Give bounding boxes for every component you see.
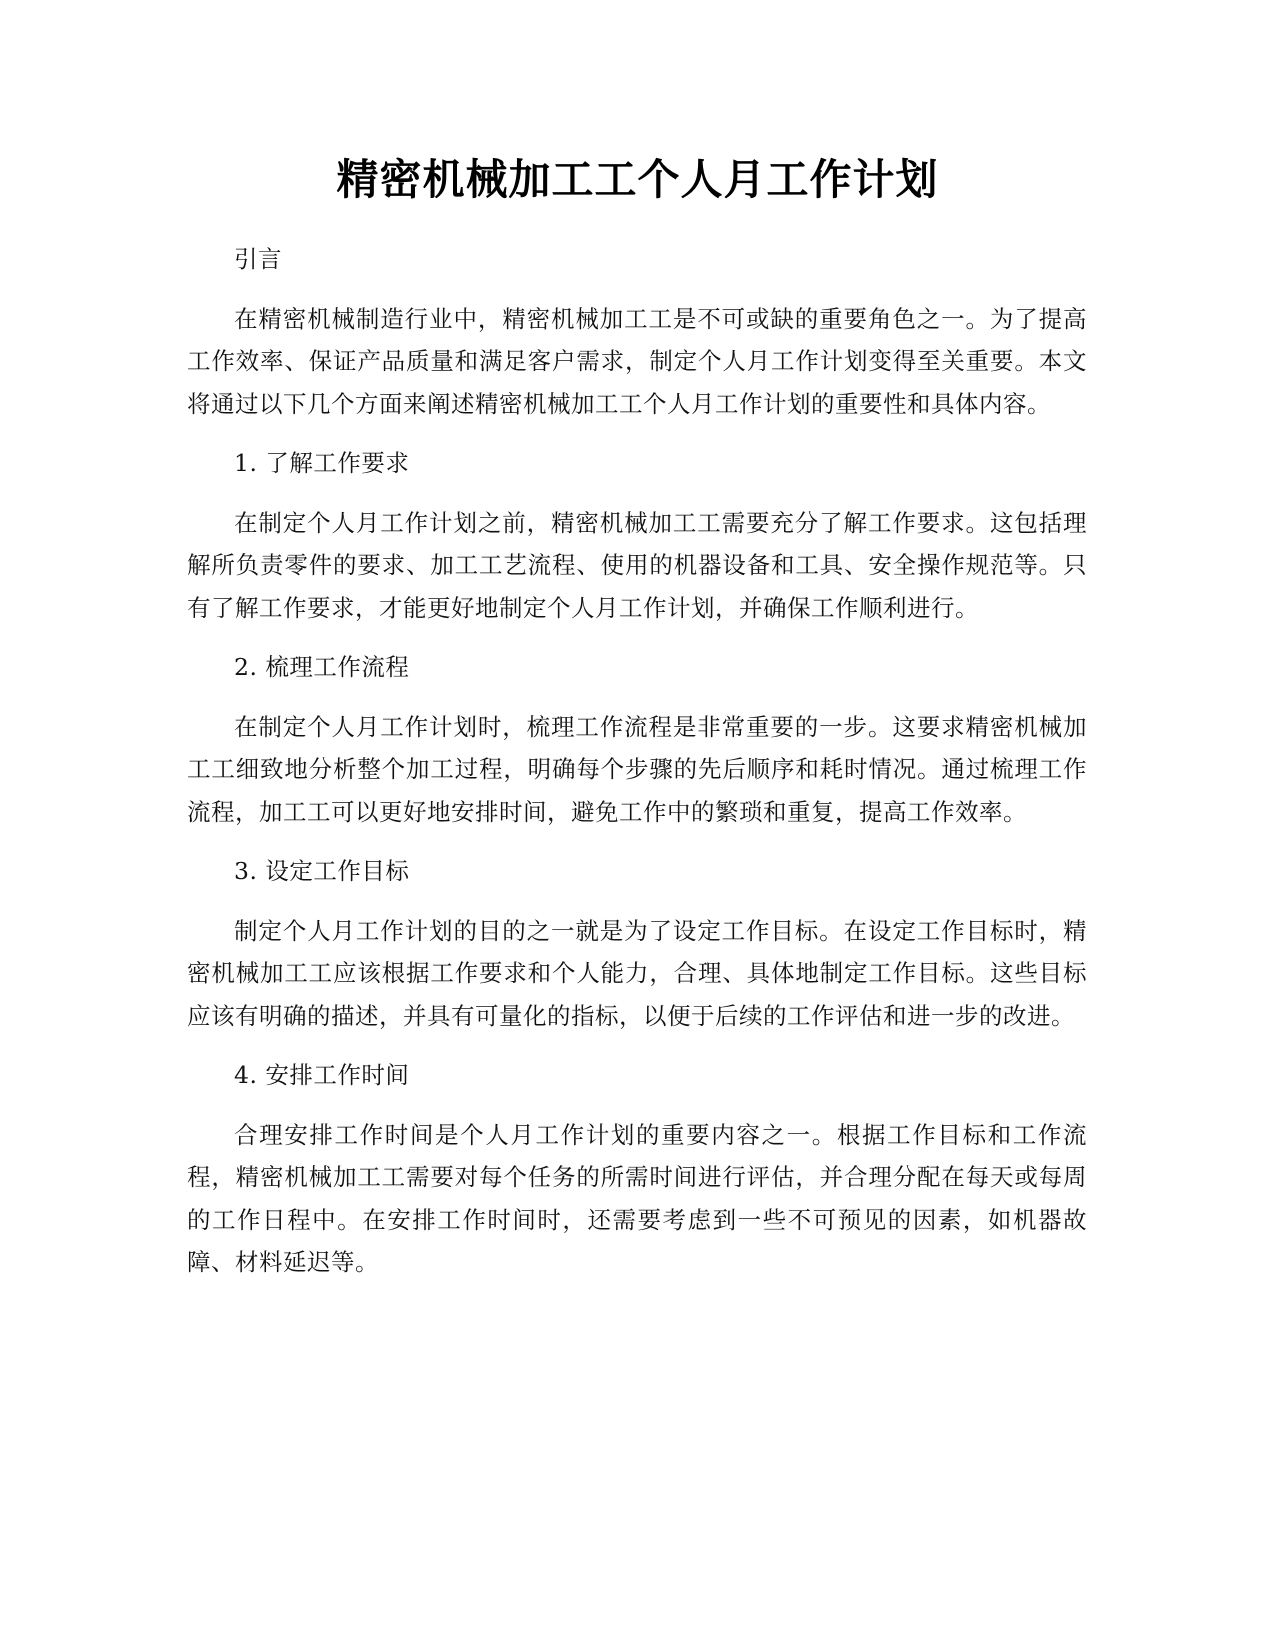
- section-heading-4: 4. 安排工作时间: [234, 1061, 410, 1089]
- section-paragraph-2: 在制定个人月工作计划时，梳理工作流程是非常重要的一步。这要求精密机械加工工细致地分析整个加工过程，明确每个步骤的先后顺序和耗时情况。通过梳理工作流程，加工工可以更好地安排时间，避免工作中的繁琐和重复，提高工作效率。: [187, 712, 1087, 826]
- section-heading-1: 1. 了解工作要求: [234, 449, 410, 477]
- section-heading-2: 2. 梳理工作流程: [234, 653, 410, 681]
- section-paragraph-1: 在制定个人月工作计划之前，精密机械加工工需要充分了解工作要求。这包括理解所负责零件的要求、加工工艺流程、使用的机器设备和工具、安全操作规范等。只有了解工作要求，才能更好地制定个人月工作计划，并确保工作顺利进行。: [187, 508, 1087, 622]
- section-paragraph-4: 合理安排工作时间是个人月工作计划的重要内容之一。根据工作目标和工作流程，精密机械加工工需要对每个任务的所需时间进行评估，并合理分配在每天或每周的工作日程中。在安排工作时间时，还需要考虑到一些不可预见的因素，如机器故障、材料延迟等。: [187, 1120, 1087, 1276]
- section-heading-3: 3. 设定工作目标: [234, 857, 410, 885]
- intro-heading: 引言: [234, 245, 282, 273]
- section-paragraph-3: 制定个人月工作计划的目的之一就是为了设定工作目标。在设定工作目标时，精密机械加工工应该根据工作要求和个人能力，合理、具体地制定工作目标。这些目标应该有明确的描述，并具有可量化的指标，以便于后续的工作评估和进一步的改进。: [187, 916, 1087, 1030]
- document-body: [187, 238, 1087, 1301]
- intro-paragraph: 在精密机械制造行业中，精密机械加工工是不可或缺的重要角色之一。为了提高工作效率、保证产品质量和满足客户需求，制定个人月工作计划变得至关重要。本文将通过以下几个方面来阐述精密机械加工工个人月工作计划的重要性和具体内容。: [187, 304, 1087, 418]
- document-title: 精密机械加工工个人月工作计划: [336, 155, 939, 204]
